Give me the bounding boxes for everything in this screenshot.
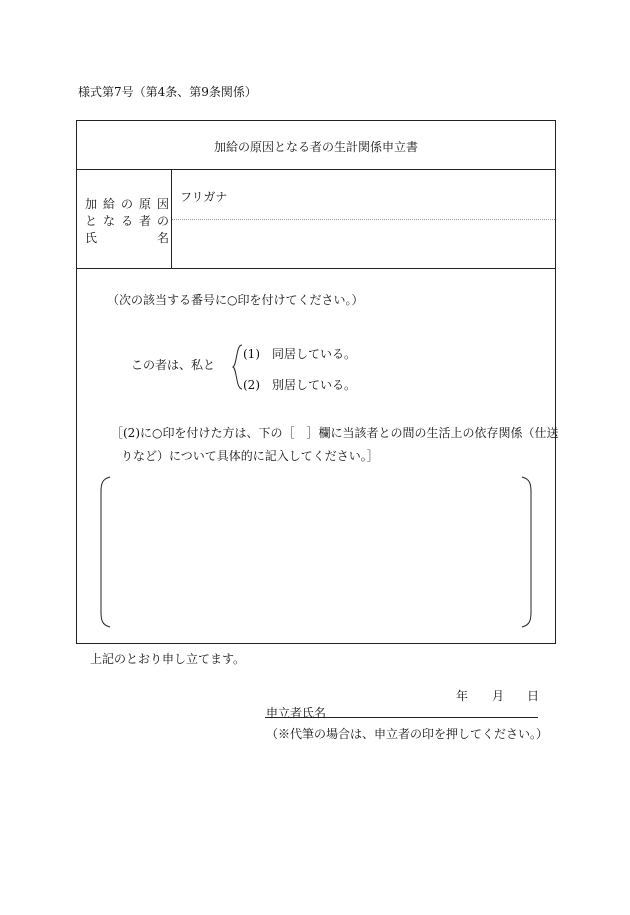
- name-label-line2: と な る 者 の: [85, 214, 169, 228]
- name-section-divider: [77, 268, 555, 269]
- declaration-statement: 上記のとおり申し立てます。: [90, 652, 246, 666]
- furigana-divider: [172, 219, 555, 220]
- name-label-line1: 加 給 の 原 因: [85, 197, 169, 211]
- form-title: 加給の原因となる者の生計関係申立書: [213, 140, 418, 154]
- applicant-signature-line[interactable]: [265, 717, 538, 718]
- name-label-line3: 氏 名: [85, 231, 169, 245]
- statement-prefix: この者は、私と: [131, 358, 216, 372]
- note-line-1: ［(2)に○印を付けた方は、下の［ ］欄に当該者との間の生活上の依存関係（仕送: [111, 426, 559, 440]
- dependency-detail-box[interactable]: [100, 476, 532, 628]
- note-line-2: りなど）について具体的に記入してください。］: [121, 449, 379, 463]
- applicant-name-label: 申立者氏名: [266, 706, 327, 720]
- option-separate[interactable]: (2) 別居している。: [243, 378, 356, 392]
- application-form: [76, 120, 559, 644]
- date-day-label: 日: [527, 689, 540, 703]
- date-month-label: 月: [492, 689, 505, 703]
- form-number: 様式第7号（第4条、第9条関係）: [78, 85, 257, 99]
- instruction-text: （次の該当する番号に○印を付けてください。）: [107, 293, 364, 307]
- proxy-note: （※代筆の場合は、申立者の印を押してください。）: [266, 727, 549, 741]
- furigana-label: フリガナ: [180, 190, 228, 204]
- name-field-label: [85, 196, 169, 247]
- date-year-label: 年: [456, 689, 469, 703]
- title-divider: [77, 169, 555, 170]
- option-cohabiting[interactable]: (1) 同居している。: [243, 347, 356, 361]
